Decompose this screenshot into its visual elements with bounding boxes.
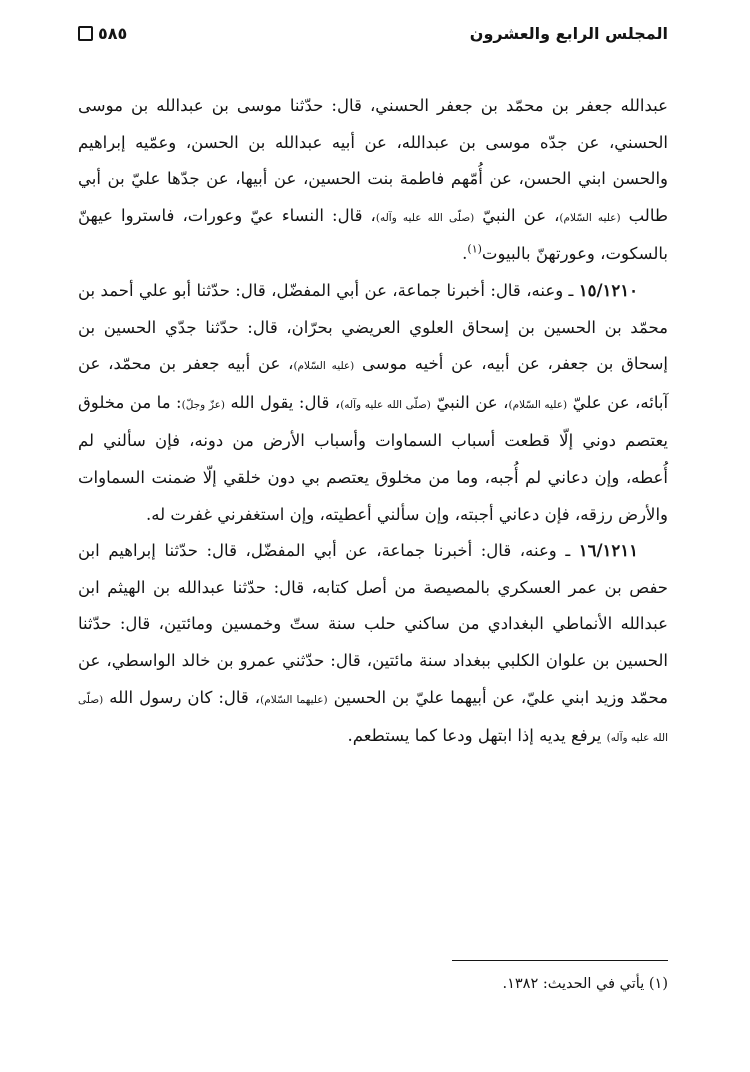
text-run: ـ وعنه، قال: أخبرنا جماعة، عن أبي المفضّل، قال: حدّثنا إبراهيم ابن حفص بن عمر العسكري بالمصيصة من أصل كتابه، قال: حدّثنا عبدالله بن الهيثم ابن عبدالله الأنماطي البغدادي من ساكني حلب سنة ستّ وخمسين ومائتين، قال: حدّثنا الحسين بن علوان الكلبي ببغداد سنة مائتين، قال: حدّثني عمرو بن خالد الواسطي، عن محمّد وزيد ابني عليّ، عن أبيهما عليّ بن الحسين	[78, 541, 668, 707]
square-icon	[78, 26, 93, 41]
honorific: (عليه السّلام)	[559, 211, 621, 224]
text-run: .	[462, 244, 468, 264]
footnote-divider	[452, 960, 668, 961]
text-run: يرفع يديه إذا ابتهل ودعا كما يستطعم.	[347, 726, 607, 746]
text-run: ، عن النبيّ	[430, 392, 509, 412]
page-number-group	[78, 24, 127, 43]
honorific: (عزّ وجلّ)	[181, 398, 225, 411]
page-number: ٥٨٥	[98, 23, 128, 43]
hadith-number: ١٦/١٢١١	[578, 541, 638, 561]
paragraph-1	[78, 88, 668, 273]
honorific: (صلّى الله عليه وآله)	[340, 398, 431, 411]
honorific: (عليه السّلام)	[508, 398, 568, 411]
text-run: ، قال: النساء عيّ وعورات، فاستروا عيهنّ بالسكوت، وعورتهنّ بالبيوت	[78, 205, 668, 264]
footnote-marker[interactable]: (١)	[467, 242, 482, 256]
page-header	[78, 18, 668, 48]
honorific: (عليه السّلام)	[293, 360, 355, 373]
paragraph-2	[78, 273, 668, 533]
footnote: (١) يأتي في الحديث: ١٣٨٢.	[502, 976, 668, 992]
main-text	[78, 88, 668, 757]
honorific: (صلّى الله عليه وآله)	[78, 693, 668, 745]
text-run: ، عن أبيه جعفر بن محمّد، عن آبائه، عن عليّ	[78, 354, 669, 412]
text-run: ، قال: كان رسول الله	[103, 687, 261, 707]
paragraph-3	[78, 533, 668, 757]
honorific: (عليهما السّلام)	[260, 693, 328, 706]
text-run: ـ وعنه، قال: أخبرنا جماعة، عن أبي المفضّل، قال: حدّثنا أبو علي أحمد بن محمّد بن الحسين بن إسحاق العلوي العريضي بحرّان، قال: حدّثنا جدّي الحسين بن إسحاق بن جعفر، عن أبيه، عن أخيه موسى	[78, 280, 669, 374]
hadith-number: ١٥/١٢١٠	[578, 280, 638, 300]
text-run: : ما من مخلوق يعتصم دوني إلّا قطعت أسباب السماوات وأسباب الأرض من دونه، فإن سألني لم أُعطه، وإن دعاني لم أُجبه، وما من مخلوق يعتصم بي دون خلقي إلّا ضمنت السماوات والأرض رزقه، فإن دعاني أجبته، وإن سألني أعطيته، وإن استغفرني غفرت له.	[78, 392, 668, 524]
text-run: ، قال: يقول الله	[225, 392, 341, 412]
text-run: عبدالله جعفر بن محمّد بن جعفر الحسني، قال: حدّثنا موسى بن عبدالله بن موسى الحسني، عن جدّه موسى بن عبدالله، عن أبيه عبدالله بن الحسن، وعمّيه إبراهيم والحسن ابني الحسن، عن أُمّهم فاطمة بنت الحسين، عن أبيها، عن جدّها عليّ بن أبي طالب	[78, 96, 668, 225]
honorific: (صلّى الله عليه وآله)	[375, 211, 475, 224]
chapter-title: المجلس الرابع والعشرون	[469, 23, 668, 43]
text-run: ، عن النبيّ	[474, 205, 560, 225]
